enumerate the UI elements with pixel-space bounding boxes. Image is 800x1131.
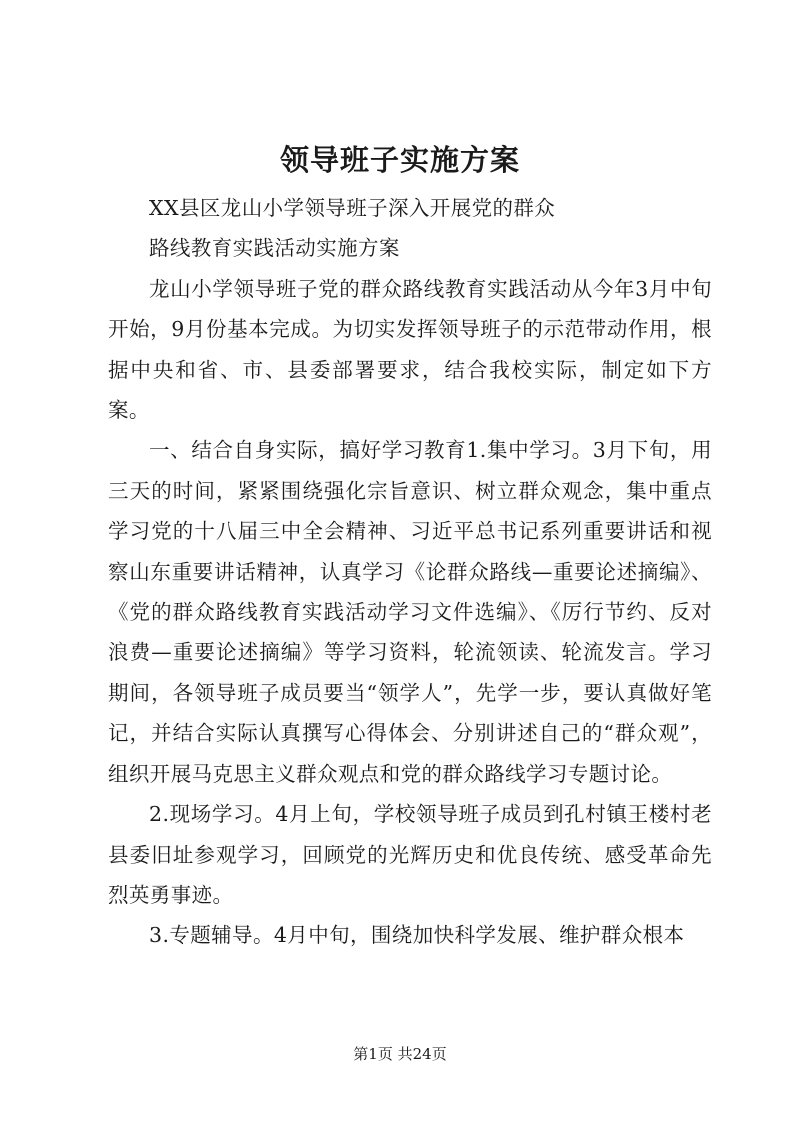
document-title: 领导班子实施方案	[279, 143, 520, 177]
page-footer: 第1页 共24页	[353, 1045, 447, 1063]
paragraph-subtitle-line-1: XX县区龙山小学领导班子深入开展党的群众	[149, 196, 556, 220]
paragraph-subtitle-line-2: 路线教育实践活动实施方案	[149, 236, 400, 261]
paragraph-item-2: 2.现场学习。4月上旬，学校领导班子成员到孔村镇王楼村老县委旧址参观学习，回顾党的光辉历史和优良传统、感受革命先烈英勇事迹。	[108, 802, 712, 907]
paragraph-section-1: 一、结合自身实际，搞好学习教育1.集中学习。3月下旬，用三天的时间，紧紧围绕强化宗旨意识、树立群众观念，集中重点学习党的十八届三中全会精神、习近平总书记系列重要讲话和视察山东重要讲话精神，认真学习《论群众路线—重要论述摘编》、《党的群众路线教育实践活动学习文件选编》、《厉行节约、反对浪费—重要论述摘编》等学习资料，轮流领读、轮流发言。学习期间，各领导班子成员要当“领学人”，先学一步，要认真做好笔记，并结合实际认真撰写心得体会、分别讲述自己的“群众观”，组织开展马克思主义群众观点和党的群众路线学习专题讨论。	[108, 438, 712, 786]
paragraph-item-3: 3.专题辅导。4月中旬，围绕加快科学发展、维护群众根本	[149, 923, 685, 948]
document-body	[108, 188, 712, 956]
paragraph-intro: 龙山小学领导班子党的群众路线教育实践活动从今年3月中旬开始，9月份基本完成。为切实发挥领导班子的示范带动作用，根据中央和省、市、县委部署要求，结合我校实际，制定如下方案。	[108, 276, 712, 423]
